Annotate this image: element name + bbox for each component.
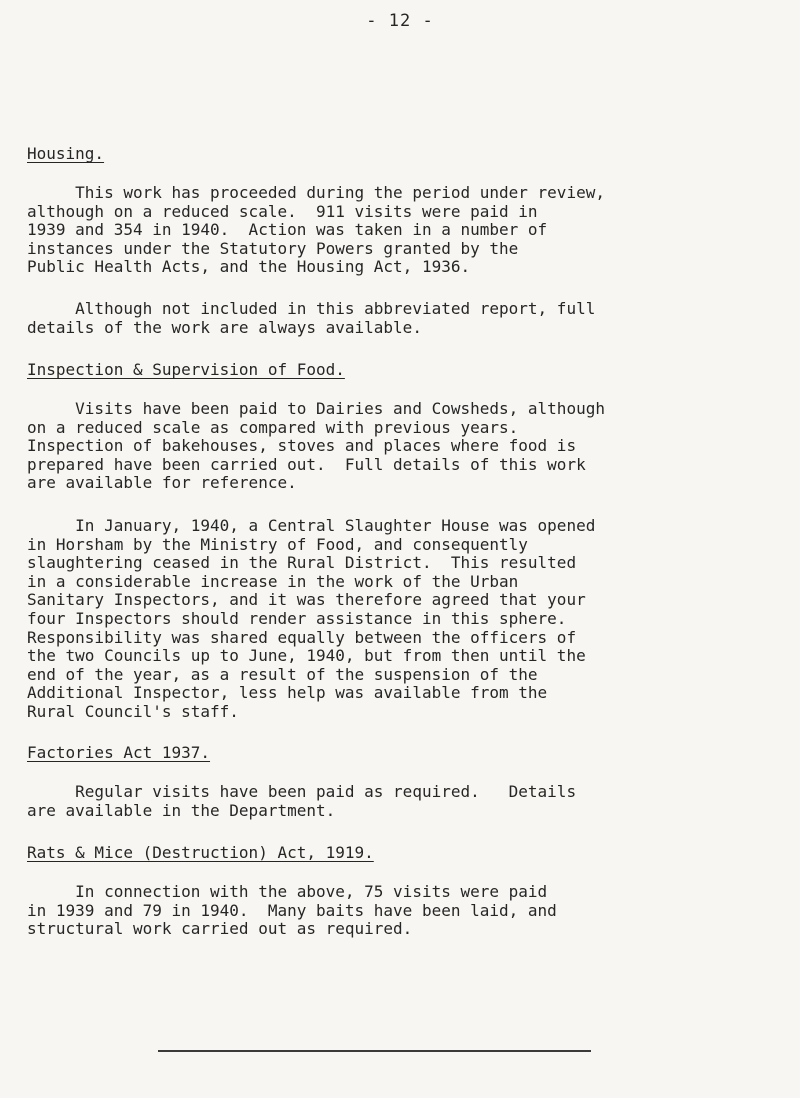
paragraph-slaughter-house [27, 517, 787, 722]
text-line: prepared have been carried out. Full details of this work [27, 454, 586, 474]
paragraph-factories-visits [27, 783, 787, 820]
text-line: end of the year, as a result of the suspension of the [27, 664, 538, 684]
text-line: Responsibility was shared equally between the officers of [27, 627, 577, 647]
text-line: In January, 1940, a Central Slaughter House was opened [27, 516, 596, 535]
closing-rule [158, 1050, 591, 1052]
section-heading-factories-act: Factories Act 1937. [27, 743, 211, 762]
paragraph-housing-work [27, 184, 787, 277]
text-line: are available for reference. [27, 473, 297, 493]
text-line: structural work carried out as required. [27, 919, 413, 939]
text-line: in Horsham by the Ministry of Food, and consequently [27, 534, 528, 554]
text-line: This work has proceeded during the period under review, [27, 183, 605, 202]
text-line: in 1939 and 79 in 1940. Many baits have been laid, and [27, 900, 557, 920]
section-heading-housing: Housing. [27, 144, 105, 163]
section-heading-food-inspection: Inspection & Supervision of Food. [27, 360, 345, 379]
text-line: in a considerable increase in the work of the Urban [27, 571, 519, 591]
paragraph-housing-details [27, 300, 787, 337]
text-line: Rural Council's staff. [27, 701, 239, 721]
text-line: 1939 and 354 in 1940. Action was taken in a number of [27, 220, 548, 240]
page-number: - 12 - [366, 11, 434, 31]
text-line: four Inspectors should render assistance in this sphere. [27, 608, 567, 628]
text-line: Additional Inspector, less help was available from the [27, 683, 548, 703]
text-line: Visits have been paid to Dairies and Cowsheds, although [27, 399, 605, 418]
text-line: Although not included in this abbreviated report, full [27, 299, 596, 318]
text-line: instances under the Statutory Powers granted by the [27, 238, 519, 258]
text-line: the two Councils up to June, 1940, but from then until the [27, 646, 586, 666]
text-line: slaughtering ceased in the Rural District. This resulted [27, 553, 577, 573]
text-line: on a reduced scale as compared with previous years. [27, 417, 519, 437]
text-line: although on a reduced scale. 911 visits were paid in [27, 201, 538, 221]
text-line: are available in the Department. [27, 800, 336, 820]
text-line: Inspection of bakehouses, stoves and places where food is [27, 436, 577, 456]
text-line: details of the work are always available. [27, 317, 422, 337]
text-line: In connection with the above, 75 visits were paid [27, 882, 548, 901]
text-line: Public Health Acts, and the Housing Act, 1936. [27, 257, 471, 277]
text-line: Sanitary Inspectors, and it was therefore agreed that your [27, 590, 586, 610]
paragraph-rats-mice-visits [27, 883, 787, 939]
section-heading-rats-mice-act: Rats & Mice (Destruction) Act, 1919. [27, 843, 374, 862]
text-line: Regular visits have been paid as required. Details [27, 782, 577, 801]
paragraph-food-visits [27, 400, 787, 493]
